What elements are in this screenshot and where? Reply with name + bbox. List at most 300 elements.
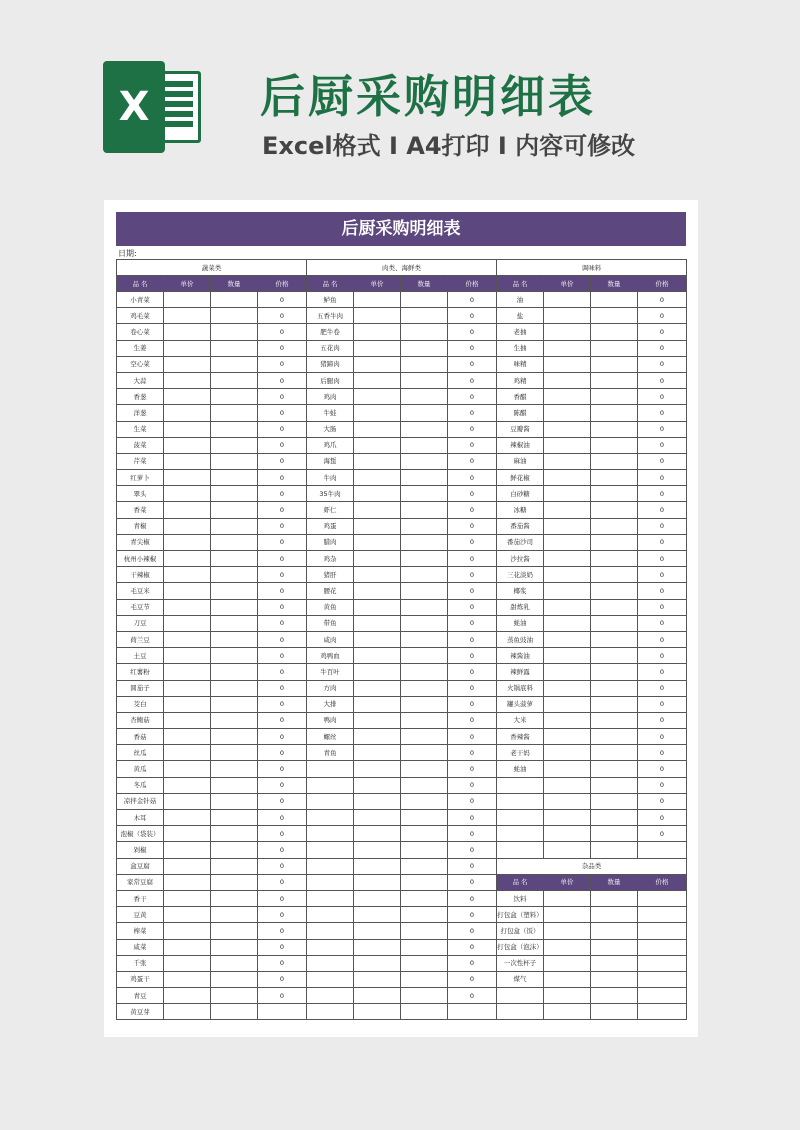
- unit-price-cell: [544, 971, 591, 987]
- seasoning-name: 罐头菠萝: [497, 696, 544, 712]
- table-row: [117, 405, 687, 421]
- unit-price-cell: [354, 842, 401, 858]
- unit-price-cell: [544, 486, 591, 502]
- quantity-cell: [591, 599, 638, 615]
- meat-name: 腊肉: [307, 534, 354, 550]
- vegetable-name: 荷兰豆: [117, 631, 164, 647]
- unit-price-cell: [354, 518, 401, 534]
- meat-name: 肥牛卷: [307, 324, 354, 340]
- vegetable-name: 红萝卜: [117, 470, 164, 486]
- misc-name: 煤气: [497, 971, 544, 987]
- quantity-cell: [591, 729, 638, 745]
- vegetable-name: 卷心菜: [117, 324, 164, 340]
- price-cell: 0: [448, 680, 497, 696]
- price-cell: [638, 907, 687, 923]
- unit-price-cell: [544, 340, 591, 356]
- price-cell: 0: [638, 664, 687, 680]
- unit-price-cell: [354, 534, 401, 550]
- price-cell: 0: [638, 356, 687, 372]
- quantity-cell: [211, 599, 258, 615]
- unit-price-cell: [164, 680, 211, 696]
- price-cell: 0: [448, 292, 497, 308]
- quantity-cell: [401, 826, 448, 842]
- quantity-cell: [211, 648, 258, 664]
- price-cell: 0: [258, 470, 307, 486]
- unit-price-cell: [164, 486, 211, 502]
- price-cell: [258, 1004, 307, 1020]
- price-cell: 0: [638, 340, 687, 356]
- price-cell: [448, 1004, 497, 1020]
- unit-price-cell: [164, 340, 211, 356]
- unit-price-cell: [544, 324, 591, 340]
- price-cell: 0: [448, 971, 497, 987]
- vegetable-name: 空心菜: [117, 356, 164, 372]
- quantity-cell: [591, 421, 638, 437]
- table-row: [117, 453, 687, 469]
- column-header: 品 名: [497, 874, 544, 890]
- price-cell: 0: [448, 599, 497, 615]
- meat-name: 咸肉: [307, 631, 354, 647]
- quantity-cell: [211, 745, 258, 761]
- price-cell: 0: [638, 534, 687, 550]
- vegetable-name: 豆黄: [117, 907, 164, 923]
- unit-price-cell: [164, 874, 211, 890]
- unit-price-cell: [544, 680, 591, 696]
- quantity-cell: [211, 470, 258, 486]
- seasoning-name: 大米: [497, 712, 544, 728]
- unit-price-cell: [544, 534, 591, 550]
- seasoning-name: 味精: [497, 356, 544, 372]
- meat-name: 方肉: [307, 680, 354, 696]
- price-cell: 0: [258, 793, 307, 809]
- quantity-cell: [211, 793, 258, 809]
- unit-price-cell: [354, 340, 401, 356]
- table-row: [117, 955, 687, 971]
- price-cell: 0: [258, 680, 307, 696]
- meat-name: [307, 810, 354, 826]
- column-header-row: [117, 276, 687, 292]
- quantity-cell: [211, 907, 258, 923]
- vegetable-name: 刀豆: [117, 615, 164, 631]
- price-cell: [638, 890, 687, 906]
- quantity-cell: [591, 405, 638, 421]
- price-cell: 0: [258, 405, 307, 421]
- unit-price-cell: [354, 696, 401, 712]
- seasoning-name: [497, 826, 544, 842]
- quantity-cell: [591, 680, 638, 696]
- quantity-cell: [401, 729, 448, 745]
- quantity-cell: [211, 939, 258, 955]
- quantity-cell: [401, 1004, 448, 1020]
- vegetable-name: 杏鲍菇: [117, 712, 164, 728]
- misc-name: 打包盒（泡沫）: [497, 939, 544, 955]
- meat-name: [307, 777, 354, 793]
- quantity-cell: [401, 486, 448, 502]
- quantity-cell: [401, 842, 448, 858]
- unit-price-cell: [544, 567, 591, 583]
- section-title: 蔬菜类: [117, 260, 307, 276]
- excel-logo-icon: [103, 61, 203, 151]
- quantity-cell: [591, 777, 638, 793]
- price-cell: 0: [638, 421, 687, 437]
- vegetable-name: 鸡毛菜: [117, 308, 164, 324]
- seasoning-name: 油: [497, 292, 544, 308]
- unit-price-cell: [164, 858, 211, 874]
- price-cell: 0: [448, 356, 497, 372]
- price-cell: 0: [638, 551, 687, 567]
- price-cell: 0: [258, 939, 307, 955]
- quantity-cell: [591, 648, 638, 664]
- unit-price-cell: [164, 308, 211, 324]
- unit-price-cell: [164, 777, 211, 793]
- quantity-cell: [401, 324, 448, 340]
- unit-price-cell: [354, 988, 401, 1004]
- vegetable-name: 青豆: [117, 988, 164, 1004]
- quantity-cell: [401, 955, 448, 971]
- quantity-cell: [211, 971, 258, 987]
- unit-price-cell: [544, 437, 591, 453]
- price-cell: 0: [638, 777, 687, 793]
- unit-price-cell: [164, 955, 211, 971]
- meat-name: [307, 761, 354, 777]
- price-cell: 0: [258, 907, 307, 923]
- price-cell: 0: [258, 615, 307, 631]
- quantity-cell: [591, 939, 638, 955]
- date-label: 日期:: [118, 249, 137, 258]
- unit-price-cell: [354, 372, 401, 388]
- price-cell: 0: [258, 567, 307, 583]
- price-cell: [638, 971, 687, 987]
- seasoning-name: 鸡精: [497, 372, 544, 388]
- price-cell: 0: [258, 631, 307, 647]
- unit-price-cell: [354, 939, 401, 955]
- vegetable-name: 杭州小辣椒: [117, 551, 164, 567]
- quantity-cell: [211, 810, 258, 826]
- unit-price-cell: [164, 923, 211, 939]
- unit-price-cell: [164, 534, 211, 550]
- quantity-cell: [591, 664, 638, 680]
- price-cell: 0: [638, 502, 687, 518]
- unit-price-cell: [544, 648, 591, 664]
- price-cell: 0: [638, 729, 687, 745]
- price-cell: 0: [448, 567, 497, 583]
- price-cell: 0: [638, 696, 687, 712]
- price-cell: [638, 988, 687, 1004]
- vegetable-name: 丝瓜: [117, 745, 164, 761]
- unit-price-cell: [354, 729, 401, 745]
- unit-price-cell: [354, 971, 401, 987]
- unit-price-cell: [544, 389, 591, 405]
- unit-price-cell: [544, 308, 591, 324]
- quantity-cell: [211, 551, 258, 567]
- meat-name: 青鱼: [307, 745, 354, 761]
- price-cell: 0: [448, 907, 497, 923]
- vegetable-name: 木耳: [117, 810, 164, 826]
- unit-price-cell: [164, 615, 211, 631]
- meat-name: 鸡爪: [307, 437, 354, 453]
- price-cell: [638, 955, 687, 971]
- unit-price-cell: [354, 356, 401, 372]
- quantity-cell: [401, 583, 448, 599]
- unit-price-cell: [544, 502, 591, 518]
- page-title: 后厨采购明细表: [260, 70, 597, 123]
- quantity-cell: [401, 810, 448, 826]
- unit-price-cell: [164, 551, 211, 567]
- unit-price-cell: [354, 664, 401, 680]
- seasoning-name: 辣酱油: [497, 648, 544, 664]
- empty-cell: [544, 842, 591, 858]
- meat-name: 猪肝: [307, 567, 354, 583]
- unit-price-cell: [164, 567, 211, 583]
- meat-name: 牛蛙: [307, 405, 354, 421]
- unit-price-cell: [354, 793, 401, 809]
- price-cell: 0: [448, 437, 497, 453]
- quantity-cell: [591, 356, 638, 372]
- unit-price-cell: [164, 907, 211, 923]
- unit-price-cell: [164, 453, 211, 469]
- table-row: [117, 518, 687, 534]
- price-cell: [638, 939, 687, 955]
- seasoning-name: 蚝油: [497, 761, 544, 777]
- price-cell: 0: [258, 696, 307, 712]
- seasoning-name: 冰糖: [497, 502, 544, 518]
- price-cell: 0: [448, 988, 497, 1004]
- unit-price-cell: [544, 712, 591, 728]
- quantity-cell: [591, 761, 638, 777]
- price-cell: 0: [258, 308, 307, 324]
- vegetable-name: 生菜: [117, 421, 164, 437]
- unit-price-cell: [544, 955, 591, 971]
- vegetable-name: 大蒜: [117, 372, 164, 388]
- unit-price-cell: [164, 631, 211, 647]
- price-cell: 0: [258, 356, 307, 372]
- price-cell: 0: [638, 712, 687, 728]
- price-cell: 0: [448, 874, 497, 890]
- quantity-cell: [401, 405, 448, 421]
- table-row: [117, 486, 687, 502]
- price-cell: 0: [638, 486, 687, 502]
- quantity-cell: [401, 567, 448, 583]
- unit-price-cell: [544, 372, 591, 388]
- quantity-cell: [401, 615, 448, 631]
- price-cell: 0: [258, 486, 307, 502]
- quantity-cell: [591, 745, 638, 761]
- price-cell: 0: [638, 389, 687, 405]
- unit-price-cell: [354, 648, 401, 664]
- table-row: [117, 810, 687, 826]
- table-row: [117, 631, 687, 647]
- unit-price-cell: [164, 518, 211, 534]
- price-cell: 0: [258, 664, 307, 680]
- unit-price-cell: [354, 389, 401, 405]
- table-row: [117, 923, 687, 939]
- unit-price-cell: [544, 1004, 591, 1020]
- quantity-cell: [211, 712, 258, 728]
- meat-name: [307, 858, 354, 874]
- quantity-cell: [591, 971, 638, 987]
- quantity-cell: [211, 988, 258, 1004]
- price-cell: 0: [638, 470, 687, 486]
- unit-price-cell: [164, 1004, 211, 1020]
- price-cell: 0: [448, 583, 497, 599]
- quantity-cell: [591, 567, 638, 583]
- table-row: [117, 372, 687, 388]
- price-cell: 0: [448, 890, 497, 906]
- unit-price-cell: [354, 826, 401, 842]
- meat-name: 螺丝: [307, 729, 354, 745]
- quantity-cell: [401, 923, 448, 939]
- quantity-cell: [401, 437, 448, 453]
- table-row: [117, 745, 687, 761]
- table-row: [117, 1004, 687, 1020]
- unit-price-cell: [354, 599, 401, 615]
- table-row: [117, 890, 687, 906]
- price-cell: 0: [638, 648, 687, 664]
- meat-name: [307, 1004, 354, 1020]
- quantity-cell: [401, 470, 448, 486]
- price-cell: 0: [448, 421, 497, 437]
- section-title: 调味料: [497, 260, 687, 276]
- quantity-cell: [591, 907, 638, 923]
- price-cell: 0: [258, 826, 307, 842]
- unit-price-cell: [354, 890, 401, 906]
- quantity-cell: [211, 421, 258, 437]
- quantity-cell: [401, 534, 448, 550]
- quantity-cell: [401, 421, 448, 437]
- price-cell: 0: [638, 745, 687, 761]
- seasoning-name: 鲜花椒: [497, 470, 544, 486]
- unit-price-cell: [544, 761, 591, 777]
- vegetable-name: 香葱: [117, 389, 164, 405]
- vegetable-name: 冬瓜: [117, 777, 164, 793]
- price-cell: 0: [448, 389, 497, 405]
- column-header: 品 名: [307, 276, 354, 292]
- unit-price-cell: [164, 745, 211, 761]
- price-cell: 0: [448, 470, 497, 486]
- vegetable-name: 毛豆米: [117, 583, 164, 599]
- unit-price-cell: [164, 599, 211, 615]
- quantity-cell: [211, 826, 258, 842]
- price-cell: 0: [638, 599, 687, 615]
- price-cell: 0: [448, 810, 497, 826]
- vegetable-name: 咸菜: [117, 939, 164, 955]
- price-cell: 0: [448, 793, 497, 809]
- meat-name: 带鱼: [307, 615, 354, 631]
- seasoning-name: 火锅底料: [497, 680, 544, 696]
- quantity-cell: [211, 696, 258, 712]
- vegetable-name: 青尖椒: [117, 534, 164, 550]
- quantity-cell: [401, 664, 448, 680]
- unit-price-cell: [354, 777, 401, 793]
- table-row: [117, 858, 687, 874]
- quantity-cell: [401, 696, 448, 712]
- meat-name: 鸡肉: [307, 389, 354, 405]
- meat-name: [307, 842, 354, 858]
- vegetable-name: 干辣椒: [117, 567, 164, 583]
- price-cell: 0: [448, 761, 497, 777]
- unit-price-cell: [164, 988, 211, 1004]
- vegetable-name: 香干: [117, 890, 164, 906]
- seasoning-name: 辣椒油: [497, 437, 544, 453]
- price-cell: 0: [448, 631, 497, 647]
- price-cell: 0: [258, 502, 307, 518]
- seasoning-name: 老干妈: [497, 745, 544, 761]
- seasoning-name: 白砂糖: [497, 486, 544, 502]
- price-cell: 0: [258, 648, 307, 664]
- table-row: [117, 599, 687, 615]
- unit-price-cell: [544, 421, 591, 437]
- seasoning-name: 三花淡奶: [497, 567, 544, 583]
- vegetable-name: 泡椒（袋装）: [117, 826, 164, 842]
- price-cell: 0: [448, 858, 497, 874]
- quantity-cell: [591, 810, 638, 826]
- unit-price-cell: [354, 292, 401, 308]
- price-cell: 0: [448, 551, 497, 567]
- meat-name: [307, 971, 354, 987]
- unit-price-cell: [544, 470, 591, 486]
- seasoning-name: [497, 810, 544, 826]
- seasoning-name: 麻油: [497, 453, 544, 469]
- vegetable-name: 翠头: [117, 486, 164, 502]
- quantity-cell: [401, 971, 448, 987]
- unit-price-cell: [164, 696, 211, 712]
- quantity-cell: [211, 437, 258, 453]
- unit-price-cell: [164, 389, 211, 405]
- quantity-cell: [591, 890, 638, 906]
- price-cell: 0: [258, 292, 307, 308]
- meat-name: 虾仁: [307, 502, 354, 518]
- column-header: 价格: [638, 874, 687, 890]
- quantity-cell: [401, 389, 448, 405]
- logo-letter: X: [103, 61, 165, 153]
- meat-name: 腰花: [307, 583, 354, 599]
- unit-price-cell: [544, 745, 591, 761]
- empty-cell: [638, 842, 687, 858]
- price-cell: 0: [448, 696, 497, 712]
- quantity-cell: [211, 502, 258, 518]
- price-cell: 0: [258, 583, 307, 599]
- price-cell: [638, 923, 687, 939]
- meat-name: 鲈鱼: [307, 292, 354, 308]
- quantity-cell: [401, 858, 448, 874]
- quantity-cell: [211, 842, 258, 858]
- misc-section-title: 杂品类: [497, 858, 687, 874]
- meat-name: 海蜇: [307, 453, 354, 469]
- unit-price-cell: [164, 826, 211, 842]
- price-cell: 0: [448, 712, 497, 728]
- unit-price-cell: [354, 502, 401, 518]
- unit-price-cell: [354, 745, 401, 761]
- unit-price-cell: [544, 664, 591, 680]
- quantity-cell: [211, 858, 258, 874]
- price-cell: 0: [258, 518, 307, 534]
- table-row: [117, 793, 687, 809]
- vegetable-name: 圆茄子: [117, 680, 164, 696]
- price-cell: 0: [258, 389, 307, 405]
- quantity-cell: [211, 923, 258, 939]
- column-header: 数量: [591, 276, 638, 292]
- price-cell: 0: [448, 486, 497, 502]
- unit-price-cell: [544, 923, 591, 939]
- unit-price-cell: [164, 842, 211, 858]
- vegetable-name: 黄豆芽: [117, 1004, 164, 1020]
- unit-price-cell: [164, 324, 211, 340]
- unit-price-cell: [354, 551, 401, 567]
- quantity-cell: [401, 340, 448, 356]
- unit-price-cell: [544, 615, 591, 631]
- table-row: [117, 842, 687, 858]
- price-cell: 0: [258, 421, 307, 437]
